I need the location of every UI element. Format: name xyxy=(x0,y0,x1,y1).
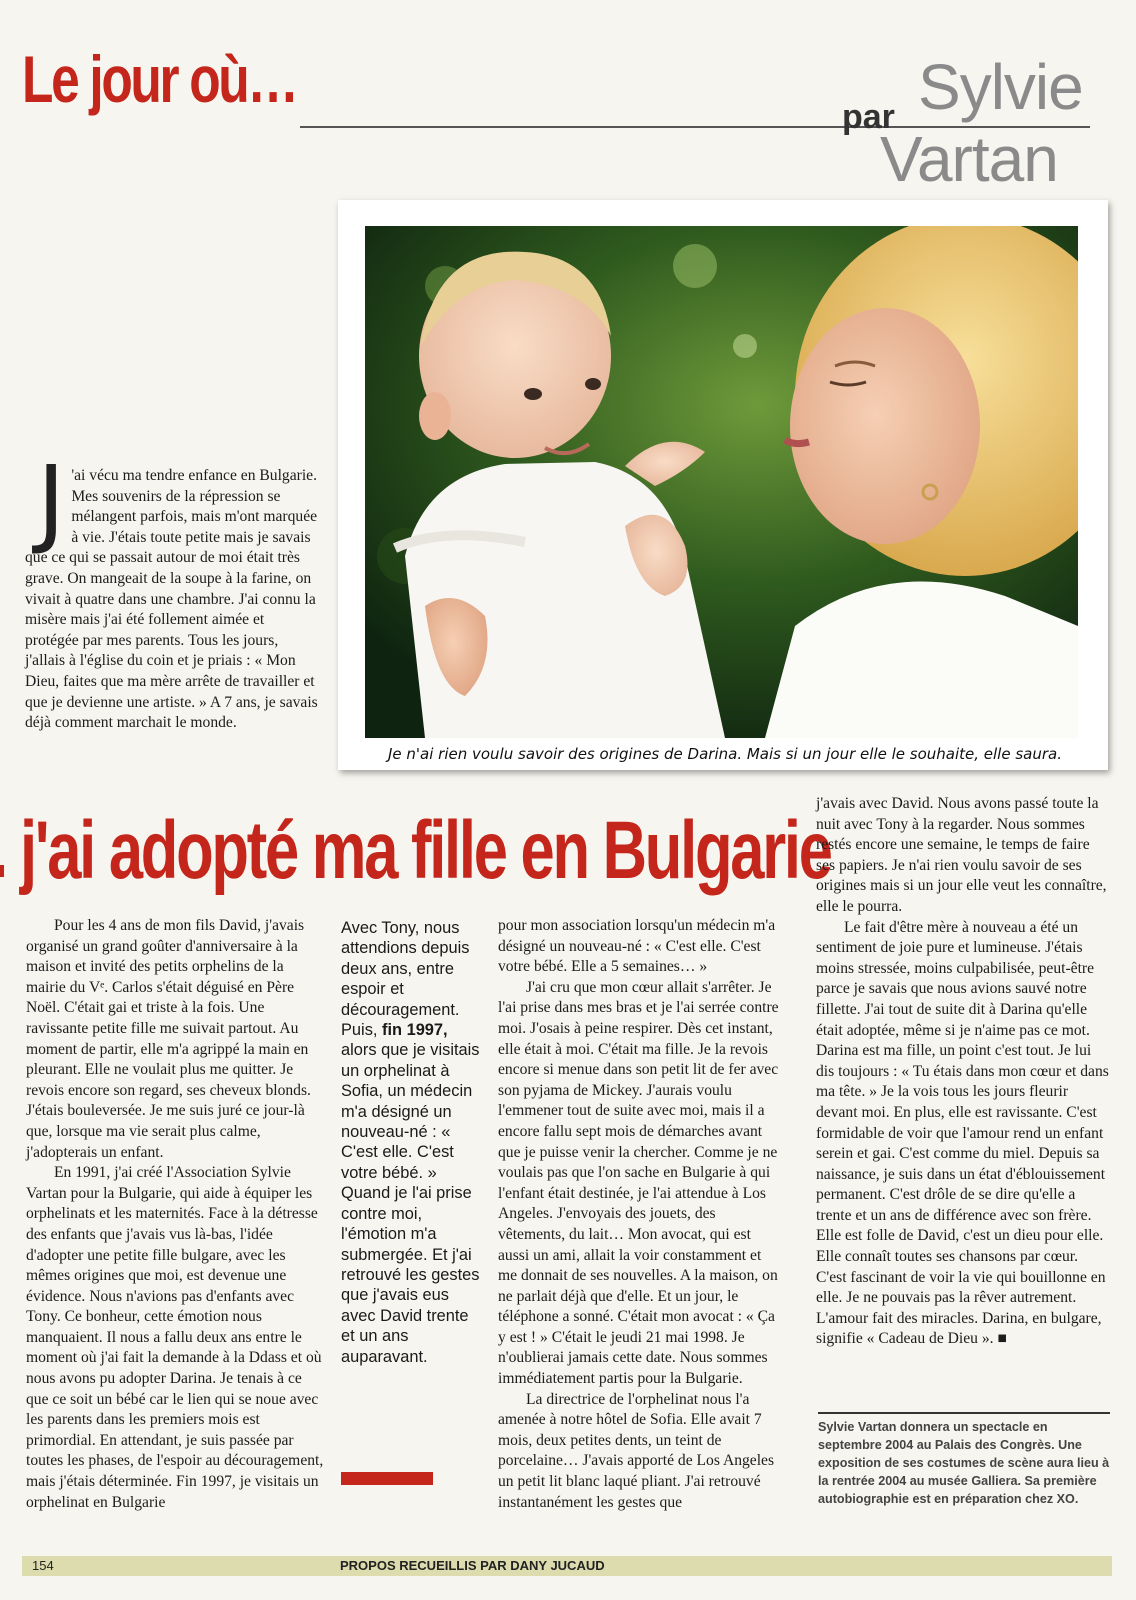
body-column-3 xyxy=(498,916,780,1513)
body-column-4 xyxy=(816,794,1110,1350)
byline-prefix: par xyxy=(842,98,895,136)
pull-quote-text-end: alors que je visitais un orphelinat à Sofia, un médecin m'a désigné un nouveau-né : « C'est elle. C'est votre bébé. » Quand je l'ai prise contre moi, l'émotion m'a submergée. Et j'ai retrouvé les gestes que j'avais eus avec David trente et un ans auparavant. xyxy=(341,1041,480,1366)
intro-text: 'ai vécu ma tendre enfance en Bulgarie. Mes souvenirs de la répression se mélangent parfois, mais m'ont marquée à vie. J'étais toute petite mais je savais que ce qui se passait autour de moi était très grave. On mangeait de la soupe à la farine, on vivait à quatre dans une chambre. J'ai connu la misère mais j'ai été follement aimée et protégée par mes parents. Tous les jours, j'allais à l'église du coin et je priais : « Mon Dieu, faites que ma mère arrête de travailler et que je devienne une artiste. » A 7 ans, je savais déjà comment marchait le monde. xyxy=(25,467,318,732)
body-paragraph: En 1991, j'ai créé l'Association Sylvie Vartan pour la Bulgarie, qui aide à équiper les orphelinats et les maternités. Face à la détresse des enfants que j'avais vus là-bas, l'idée d'adopter une petite fille bulgare, avec les mêmes origines que moi, est devenue une évidence. Nous n'avions pas d'enfants avec Tony. Ce bonheur, cette émotion nous manquaient. Il nous a fallu deux ans entre le moment où j'ai fait la demande à la Ddass et où nous avons pu adopter Darina. Je tenais à ce que ce soit un bébé car le lien qui se noue avec les parents dans les premiers mois est primordial. En attendant, je suis passée par toutes les phases, de l'espoir au découragement, mais j'étais déterminée. Fin 1997, je visitais un orphelinat en Bulgarie xyxy=(26,1164,324,1511)
body-paragraph: j'avais avec David. Nous avons passé toute la nuit avec Tony à la regarder. Nous sommes restés encore une semaine, le temps de faire ses papiers. Je n'ai rien voulu savoir de ses origines mais si un jour elle veut les connaître, elle le pourra. xyxy=(816,795,1107,915)
page-number: 154 xyxy=(32,1558,54,1573)
author-last-name: Vartan xyxy=(880,123,1058,195)
photo-mother-and-baby xyxy=(365,226,1078,738)
intro-paragraph xyxy=(25,445,321,734)
pull-quote-text-start: Avec Tony, nous attendions depuis deux ans, entre espoir et découragement. Puis, xyxy=(341,919,470,1040)
body-paragraph: Pour les 4 ans de mon fils David, j'avais organisé un grand goûter d'anniversaire à la maison et invité des petits orphelins de la mairie du Vᵉ. Carlos s'était déguisé en Père Noël. C'était gai et triste à la fois. Une ravissante petite fille me suivait partout. Au moment de partir, elle m'a agrippé la main en pleurant. Elle ne voulait plus me quitter. Je revois encore son regard, ses cheveux blonds. J'étais bouleversée. Je me suis juré ce jour-là que, lorsque ma vie serait plus calme, j'adopterais un enfant. xyxy=(26,917,311,1161)
author-first-name: Sylvie xyxy=(918,51,1083,123)
red-edge-mark xyxy=(0,865,4,877)
pull-quote-emphasis: fin 1997, xyxy=(382,1021,448,1040)
rubric-title: Le jour où… xyxy=(22,42,297,116)
info-box-rule xyxy=(818,1412,1110,1414)
body-paragraph: La directrice de l'orphelinat nous l'a amenée à notre hôtel de Sofia. Elle avait 7 mois, deux petites dents, un teint de porcelaine… J'avais apporté de Los Angeles un petit lit blanc laqué pliant. J'ai retrouvé instantanément les gestes que xyxy=(498,1390,775,1511)
body-paragraph: J'ai cru que mon cœur allait s'arrêter. Je l'ai prise dans mes bras et je l'ai serrée contre moi. J'osais à peine respirer. Dès cet instant, elle était à moi. C'était ma fille. Je la revois encore si menue dans son petit lit de fer avec son pyjama de Mickey. J'aurais voulu l'emmener tout de suite avec moi, mais il a encore fallu sept mois de démarches avant que je puisse venir la chercher. Comme je ne voulais pas que l'on sache en Bulgarie à qui l'enfant était destinée, je l'ai attendue à Los Angeles. J'envoyais des jouets, des vêtements, du lait… Mon avocat, qui est aussi un ami, allait la voir constamment et me donnait de ses nouvelles. A la maison, on ne parlait déjà que d'elle. Et un jour, le téléphone a sonné. C'était mon avocat : « Ça y est ! » C'était le jeudi 21 mai 1998. Je n'oublierai jamais cette date. Nous sommes immédiatement partis pour la Bulgarie. xyxy=(498,978,779,1388)
pull-quote xyxy=(341,918,481,1367)
headline: j'ai adopté ma fille en Bulgarie xyxy=(20,805,831,896)
body-column-1 xyxy=(26,916,326,1513)
body-paragraph: pour mon association lorsqu'un médecin m'a désigné un nouveau-né : « C'est elle. C'est votre bébé. Elle a 5 semaines… » xyxy=(498,917,776,976)
drop-cap: J xyxy=(37,445,66,557)
pull-quote-bar xyxy=(341,1472,433,1485)
photo-caption: Je n'ai rien voulu savoir des origines de Darina. Mais si un jour elle le souhaite, elle saura. xyxy=(387,745,1062,763)
info-box: Sylvie Vartan donnera un spectacle en septembre 2004 au Palais des Congrès. Une exposition de ses costumes de scène aura lieu à la rentrée 2004 au musée Galliera. Sa première autobiographie est en préparation chez XO. xyxy=(818,1420,1110,1506)
body-paragraph: Le fait d'être mère à nouveau a été un sentiment de joie pure et lumineuse. J'étais moins stressée, moins culpabilisée, peut-être parce je savais que nous avions sauvé notre fillette. J'ai tout de suite dit à Darina qu'elle était adoptée, même si je n'aime pas ce mot. Darina est ma fille, un point c'est tout. Je lui dis toujours : « Tu étais dans mon cœur et dans ma tête. » Je la vois tous les jours fleurir devant moi. En plus, elle est ravissante. C'est formidable de voir que l'amour rend un enfant serein et gai. C'est comme du miel. Depuis sa naissance, je suis dans un état d'éblouissement permanent. C'est drôle de se dire qu'elle a trente et un ans de différence avec son frère. Elle est folle de David, c'est un dieu pour elle. Elle connaît toutes ses chansons par cœur. C'est fascinant de voir la vie qui bouillonne en elle. Je ne pouvais pas la rêver autrement. L'amour fait des miracles. Darina, en bulgare, signifie « Cadeau de Dieu ». ■ xyxy=(816,918,1109,1348)
interview-credit: PROPOS RECUEILLIS PAR DANY JUCAUD xyxy=(340,1558,605,1573)
